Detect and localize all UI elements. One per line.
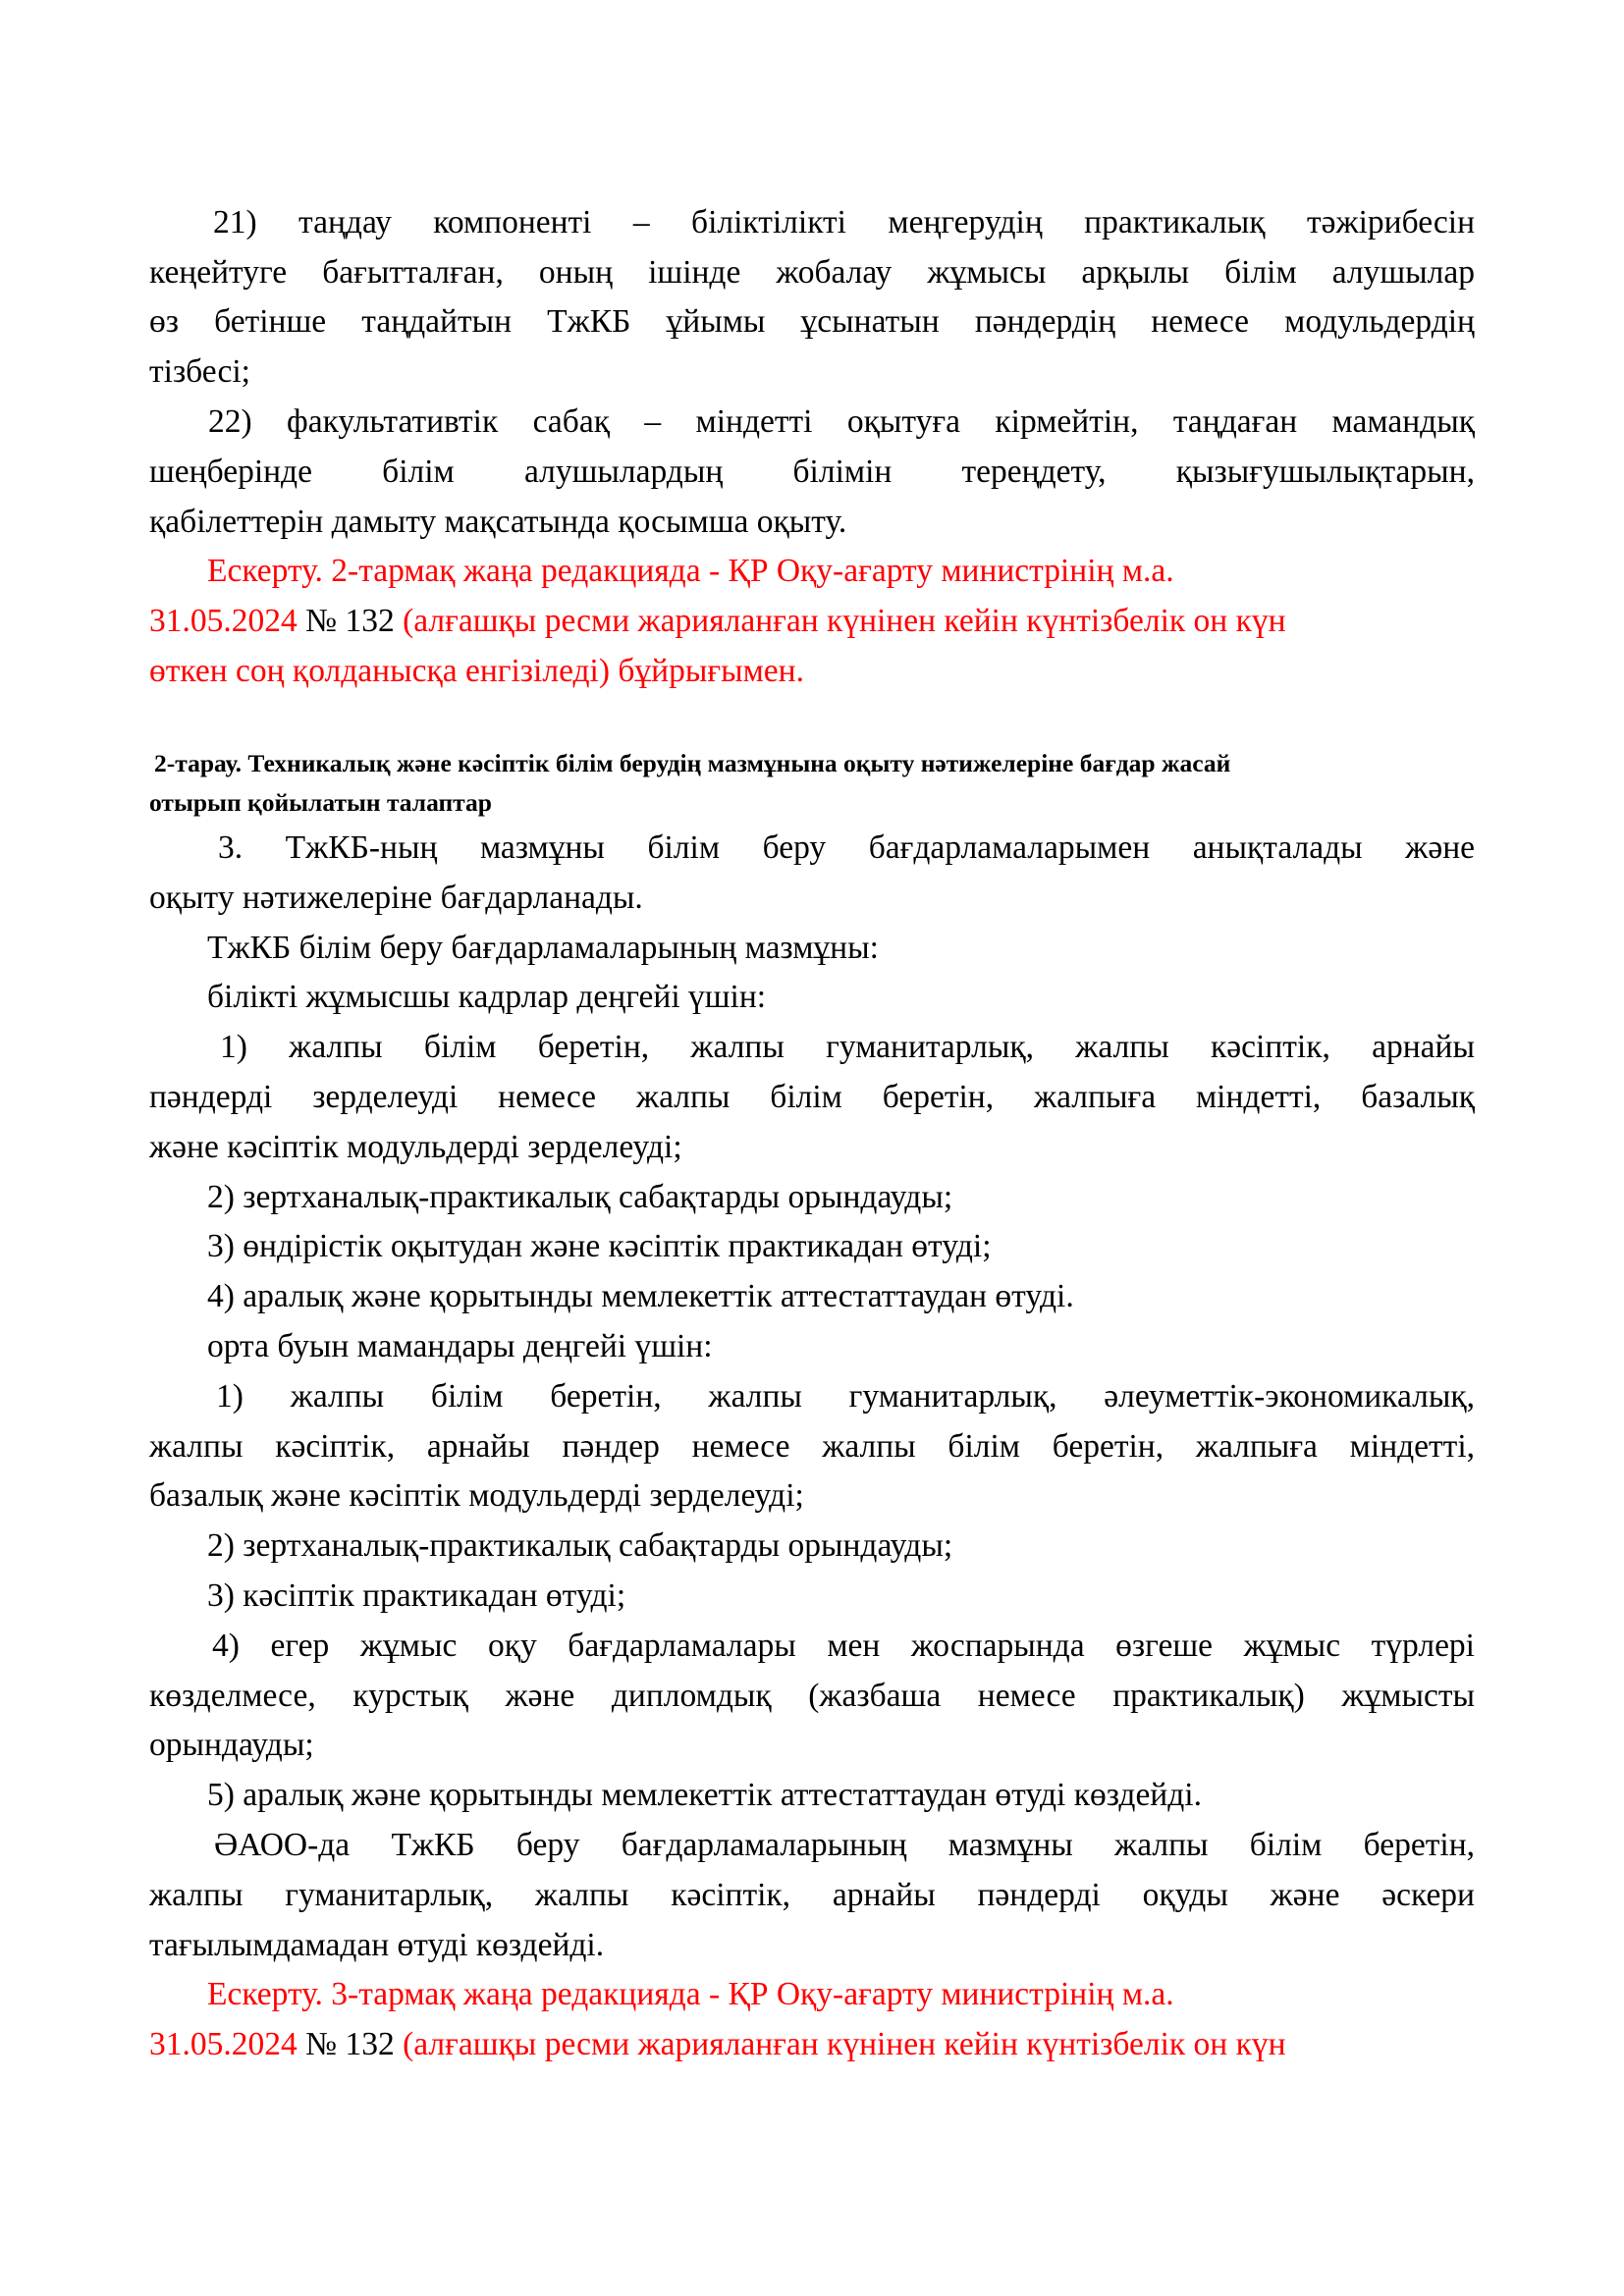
skilled-item-4: 4) аралық және қорытынды мемлекеттік аттестаттаудан өтуді. <box>207 1278 1074 1314</box>
item-3-line-1: 3. ТжКБ-ның мазмұны білім беру бағдарламаларымен анықталады және <box>218 829 1475 866</box>
amendment-note-1-date: 31.05.2024 <box>149 603 298 639</box>
skilled-item-1-line-1: 1) жалпы білім беретін, жалпы гуманитарлық, жалпы кәсіптік, арнайы <box>220 1029 1475 1065</box>
item-22-line-1: 22) факультативтік сабақ – міндетті оқытуға кірмейтін, таңдаған мамандық <box>208 403 1475 440</box>
item-21-line-3: өз бетінше таңдайтын ТжКБ ұйымы ұсынатын пәндердің немесе модульдердің <box>149 303 1475 340</box>
amendment-note-2-text: (алғашқы ресми жарияланған күнінен кейін күнтізбелік он күн <box>403 2026 1286 2062</box>
mid-item-5: 5) аралық және қорытынды мемлекеттік аттестаттаудан өтуді көздейді. <box>207 1777 1202 1813</box>
chapter-2-heading-line-1: 2-тарау. Техникалық және кәсіптік білім берудің мазмұнына оқыту нәтижелеріне бағдар жасай <box>154 749 1231 777</box>
skilled-item-1-line-2: пәндерді зерделеуді немесе жалпы білім беретін, жалпыға міндетті, базалық <box>149 1079 1475 1115</box>
item-21-line-1: 21) таңдау компоненті – біліктілікті меңгерудің практикалық тәжірибесін <box>213 204 1475 240</box>
item-22-line-3: қабілеттерін дамыту мақсатында қосымша оқыту. <box>149 504 847 540</box>
mid-item-2: 2) зертханалық-практикалық сабақтарды орындауды; <box>207 1527 953 1564</box>
amendment-note-1-line-1: Ескерту. 2-тармақ жаңа редакцияда - ҚР Оқу-ағарту министрінің м.а. <box>207 553 1174 589</box>
skilled-item-3: 3) өндірістік оқытудан және кәсіптік практикадан өтуді; <box>207 1228 992 1264</box>
mid-item-4-line-1: 4) егер жұмыс оқу бағдарламалары мен жоспарында өзгеше жұмыс түрлері <box>212 1628 1475 1664</box>
amendment-note-2-line-1: Ескерту. 3-тармақ жаңа редакцияда - ҚР Оқу-ағарту министрінің м.а. <box>207 1976 1174 2012</box>
mid-item-1-line-2: жалпы кәсіптік, арнайы пәндер немесе жалпы білім беретін, жалпыға міндетті, <box>149 1428 1475 1465</box>
military-line-1: ӘАОО-да ТжКБ беру бағдарламаларының мазмұны жалпы білім беретін, <box>214 1827 1475 1863</box>
content-intro: ТжКБ білім беру бағдарламаларының мазмұны: <box>207 930 879 966</box>
skilled-item-2: 2) зертханалық-практикалық сабақтарды орындауды; <box>207 1179 953 1215</box>
item-3-line-2: оқыту нәтижелеріне бағдарланады. <box>149 880 643 916</box>
mid-item-4-line-3: орындауды; <box>149 1727 314 1763</box>
mid-item-1-line-3: базалық және кәсіптік модульдерді зерделеуді; <box>149 1477 804 1514</box>
item-22-line-2: шеңберінде білім алушылардың білімін тереңдету, қызығушылықтарын, <box>149 454 1475 490</box>
skilled-workers-heading: білікті жұмысшы кадрлар деңгейі үшін: <box>207 979 767 1015</box>
item-21-line-2: кеңейтуге бағытталған, оның ішінде жобалау жұмысы арқылы білім алушылар <box>149 254 1475 291</box>
amendment-note-2-line-2 <box>149 2028 1286 2061</box>
item-21-line-4: тізбесі; <box>149 353 250 390</box>
mid-item-4-line-2: көзделмесе, курстық және дипломдық (жазбаша немесе практикалық) жұмысты <box>149 1678 1475 1714</box>
amendment-note-1-line-3: өткен соң қолданысқа енгізіледі) бұйрығымен. <box>149 653 804 689</box>
mid-item-1-line-1: 1) жалпы білім беретін, жалпы гуманитарлық, әлеуметтік-экономикалық, <box>216 1378 1475 1415</box>
military-line-2: жалпы гуманитарлық, жалпы кәсіптік, арнайы пәндерді оқуды және әскери <box>149 1877 1475 1913</box>
skilled-item-1-line-3: және кәсіптік модульдерді зерделеуді; <box>149 1129 682 1165</box>
amendment-note-1-number: № 132 <box>305 603 395 639</box>
amendment-note-2-date: 31.05.2024 <box>149 2026 298 2062</box>
amendment-note-2-number: № 132 <box>305 2026 395 2062</box>
mid-level-heading: орта буын мамандары деңгейі үшін: <box>207 1328 713 1364</box>
amendment-note-1-text: (алғашқы ресми жарияланған күнінен кейін күнтізбелік он күн <box>403 603 1286 639</box>
amendment-note-1-line-2 <box>149 605 1286 638</box>
mid-item-3: 3) кәсіптік практикадан өтуді; <box>207 1577 626 1614</box>
military-line-3: тағылымдамадан өтуді көздейді. <box>149 1927 605 1963</box>
chapter-2-heading-line-2: отырып қойылатын талаптар <box>149 788 492 817</box>
